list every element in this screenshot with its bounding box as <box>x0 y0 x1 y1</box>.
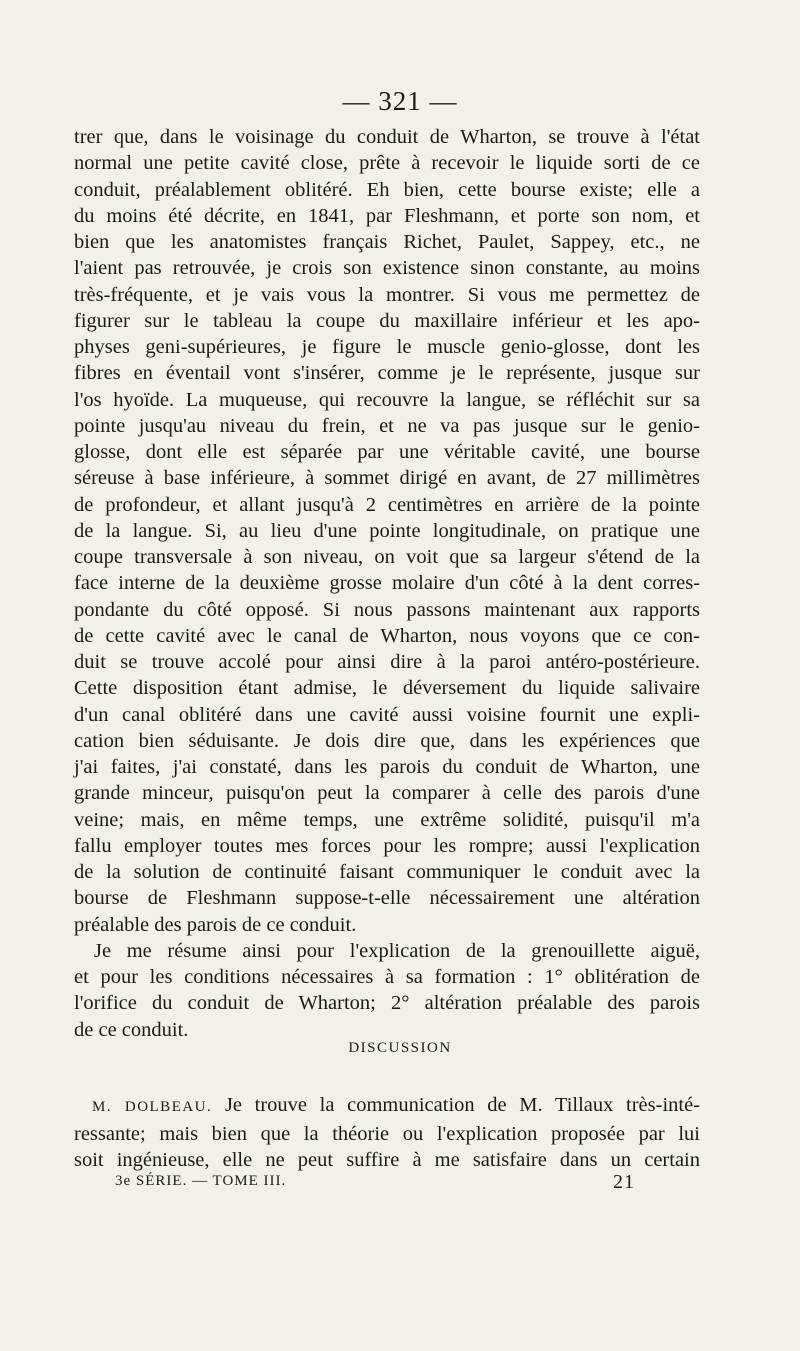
text-line: fibres en éventail vont s'insérer, comme je le représente, jusque sur <box>74 362 700 385</box>
text-line: et pour les conditions nécessaires à sa formation : 1° oblitération de <box>74 966 700 988</box>
text-line: de cette cavité avec le canal de Wharton, nous voyons que ce con- <box>74 624 700 647</box>
text-line: fallu employer toutes mes forces pour les rompre; aussi l'explication <box>74 834 700 857</box>
text-line: duit se trouve accolé pour ainsi dire à la paroi antéro-postérieure. <box>74 651 700 673</box>
text-line: physes geni-supérieures, je figure le muscle genio-glosse, dont les <box>74 336 700 358</box>
text-line: bourse de Fleshmann suppose-t-elle nécessairement une altération <box>74 887 700 910</box>
text-line: cation bien séduisante. Je dois dire que, dans les expériences que <box>74 729 700 752</box>
text-line: face interne de la deuxième grosse molaire d'un côté à la dent corres- <box>74 572 700 595</box>
page-number: — 321 — <box>342 86 458 116</box>
discussion-paragraph <box>74 1092 700 1174</box>
text-line: normal une petite cavité close, prête à recevoir le liquide sorti de ce <box>74 152 700 175</box>
text-line: pointe jusqu'au niveau du frein, et ne va pas jusque sur le genio- <box>74 414 700 437</box>
text-line <box>74 1092 700 1121</box>
text-line: soit ingénieuse, elle ne peut suffire à me satisfaire dans un certain <box>74 1149 700 1171</box>
text-line: ressante; mais bien que la théorie ou l'explication proposée par lui <box>74 1122 700 1145</box>
text-line: l'orifice du conduit de Wharton; 2° altération préalable des parois <box>74 992 700 1015</box>
discussion-text <box>74 1092 700 1174</box>
text-line: j'ai faites, j'ai constaté, dans les parois du conduit de Wharton, une <box>74 756 700 778</box>
text-line: l'aient pas retrouvée, je crois son existence sinon constante, au moins <box>74 257 700 280</box>
series-label: 3e SÉRIE. — TOME III. <box>115 1173 287 1189</box>
text-line: préalable des parois de ce conduit. <box>74 913 357 936</box>
main-text <box>74 124 700 1043</box>
text-line: veine; mais, en même temps, une extrême solidité, puisqu'il m'a <box>74 808 700 831</box>
text-line: l'os hyoïde. La muqueuse, qui recouvre la langue, se réfléchit sur sa <box>74 388 700 411</box>
text-line: glosse, dont elle est séparée par une véritable cavité, une bourse <box>74 441 700 463</box>
section-title: DISCUSSION <box>348 1040 452 1056</box>
text-line: coupe transversale à son niveau, on voit que sa largeur s'étend de la <box>74 546 700 568</box>
text-line: d'un canal oblitéré dans une cavité aussi voisine fournit une expli- <box>74 703 700 726</box>
signature-number: 21 <box>613 1171 635 1193</box>
speaker-text: Je trouve la communication de M. Tillaux très-inté- <box>224 1094 701 1116</box>
text-line: pondante du côté opposé. Si nous passons maintenant aux rapports <box>74 598 700 621</box>
text-line: figurer sur le tableau la coupe du maxillaire inférieur et les apo- <box>74 309 700 332</box>
speaker-name: M. DOLBEAU. <box>92 1099 213 1115</box>
text-line: séreuse à base inférieure, à sommet dirigé en avant, de 27 millimètres <box>74 467 700 490</box>
paragraph-1 <box>74 124 700 938</box>
text-line: de la langue. Si, au lieu d'une pointe longitudinale, on pratique une <box>74 519 700 542</box>
text-line: bien que les anatomistes français Richet, Paulet, Sappey, etc., ne <box>74 231 700 253</box>
text-line: du moins été décrite, en 1841, par Fleshmann, et porte son nom, et <box>74 204 700 227</box>
text-line: conduit, préalablement oblitéré. Eh bien, cette bourse existe; elle a <box>74 178 700 201</box>
text-line: de la solution de continuité faisant communiquer le conduit avec la <box>74 861 700 883</box>
text-line: Je me résume ainsi pour l'explication de la grenouillette aiguë, <box>94 939 700 962</box>
text-line: de ce conduit. <box>74 1018 189 1041</box>
paragraph-2 <box>74 938 700 1043</box>
text-line: grande minceur, puisqu'on peut la comparer à celle des parois d'une <box>74 782 700 805</box>
text-line: très-fréquente, et je vais vous la montrer. Si vous me permettez de <box>74 283 700 306</box>
text-line: trer que, dans le voisinage du conduit de Wharton, se trouve à l'état <box>74 126 700 148</box>
text-line: de profondeur, et allant jusqu'à 2 centimètres en arrière de la pointe <box>74 493 700 516</box>
text-line: Cette disposition étant admise, le déversement du liquide salivaire <box>74 677 700 700</box>
